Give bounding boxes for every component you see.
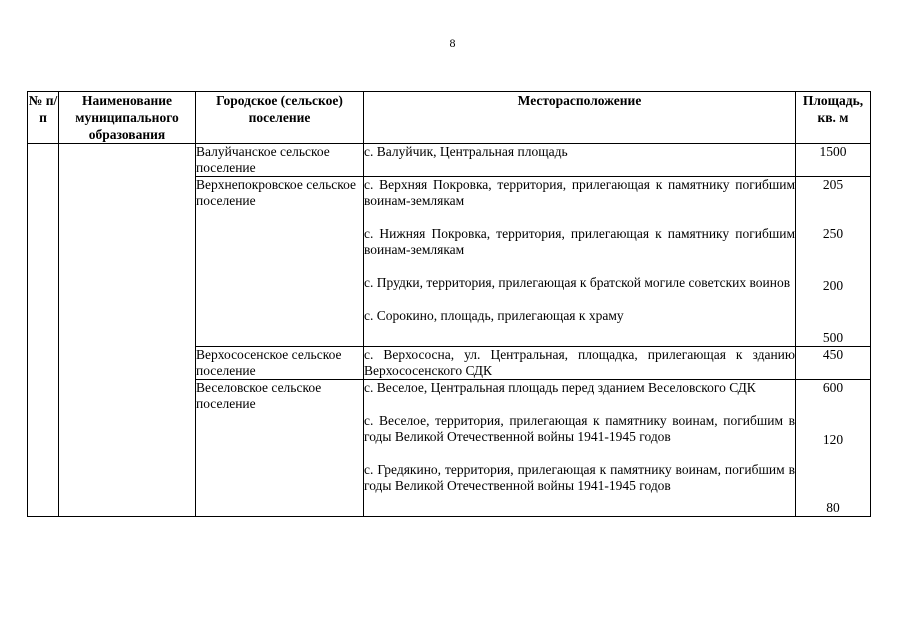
area-value: 120 [822, 432, 844, 447]
header-num: № п/п [28, 92, 59, 144]
area-value: 600 [822, 380, 844, 395]
locations-table [27, 91, 871, 517]
area-cell [796, 177, 871, 347]
municipality-cell [59, 144, 196, 517]
table-row [28, 144, 871, 177]
area-value: 450 [822, 347, 844, 362]
location-entry: с. Валуйчик, Центральная площадь [364, 144, 568, 159]
location-cell [364, 144, 796, 177]
area-value: 80 [826, 500, 840, 515]
location-entry: с. Веселое, Центральная площадь перед зданием Веселовского СДК [364, 380, 756, 395]
area-cell [796, 144, 871, 177]
header-location: Месторасположение [364, 92, 796, 144]
location-entry: с. Нижняя Покровка, территория, прилегающая к памятнику погибшим воинам-землякам [364, 226, 795, 257]
header-municipality: Наименование муниципального образования [59, 92, 196, 144]
location-cell [364, 380, 796, 517]
location-entry: с. Верхососна, ул. Центральная, площадка, прилегающая к зданию Верхососенского СДК [364, 347, 795, 378]
page-number: 8 [449, 36, 456, 50]
area-value: 1500 [819, 144, 847, 159]
location-entry: с. Гредякино, территория, прилегающая к памятнику воинам, погибшим в годы Великой Отечественной войны 1941-1945 годов [364, 462, 795, 493]
area-value: 200 [822, 278, 844, 293]
location-entry: с. Сорокино, площадь, прилегающая к храму [364, 308, 624, 323]
settlement-cell: Валуйчанское сельское поселение [196, 144, 364, 177]
area-cell [796, 380, 871, 517]
area-value: 250 [822, 226, 844, 241]
location-entry: с. Прудки, территория, прилегающая к братской могиле советских воинов [364, 275, 791, 290]
header-area: Площадь, кв. м [796, 92, 871, 144]
header-settlement: Городское (сельское) поселение [196, 92, 364, 144]
area-value: 500 [822, 330, 844, 345]
location-cell [364, 347, 796, 380]
table-header-row [28, 92, 871, 144]
location-cell [364, 177, 796, 347]
location-entry: с. Веселое, территория, прилегающая к памятнику воинам, погибшим в годы Великой Отечественной войны 1941-1945 годов [364, 413, 795, 444]
location-entry: с. Верхняя Покровка, территория, прилегающая к памятнику погибшим воинам-землякам [364, 177, 795, 208]
settlement-cell: Верхососенское сельское поселение [196, 347, 364, 380]
area-cell [796, 347, 871, 380]
area-value: 205 [822, 177, 844, 192]
settlement-cell: Веселовское сельское поселение [196, 380, 364, 517]
settlement-cell: Верхнепокровское сельское поселение [196, 177, 364, 347]
num-cell [28, 144, 59, 517]
